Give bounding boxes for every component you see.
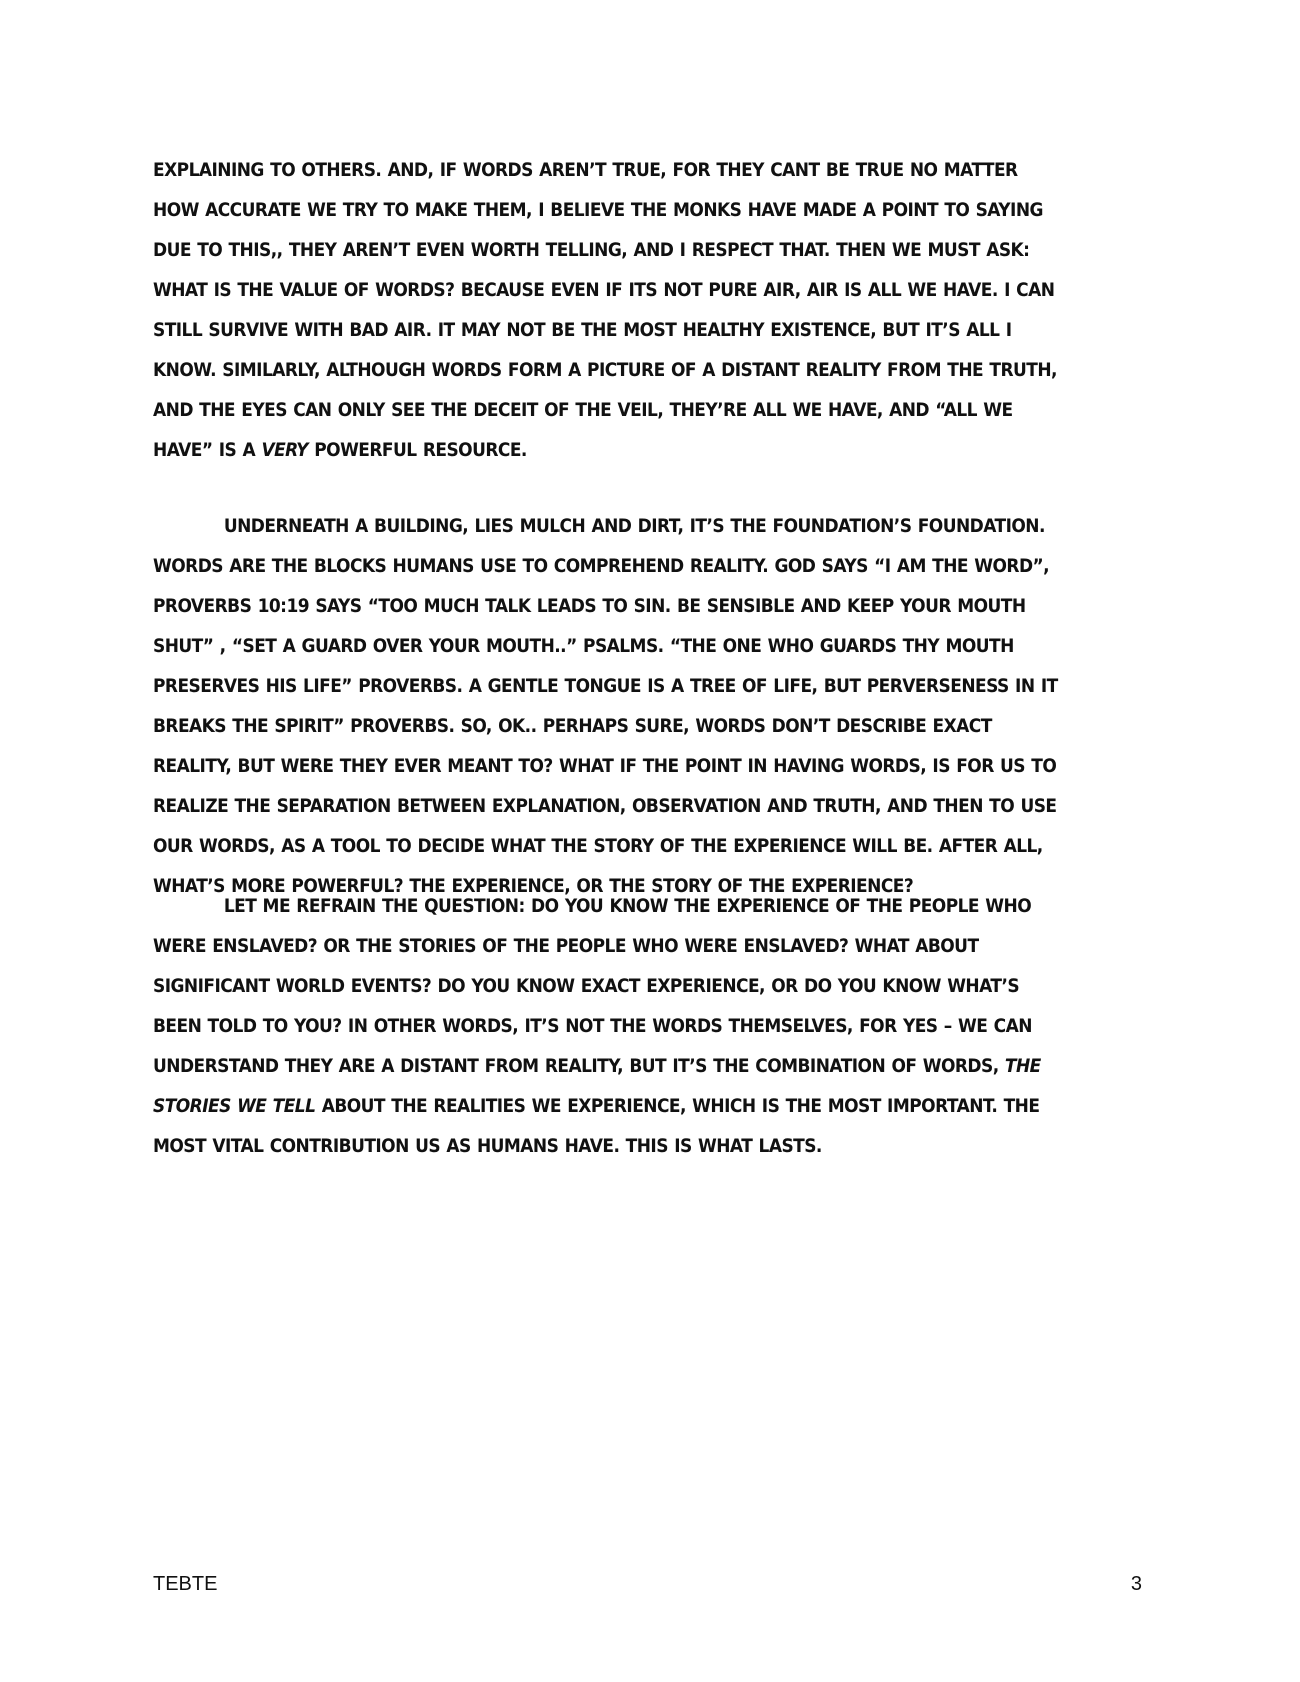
- paragraph-3-text-end: ABOUT THE REALITIES WE EXPERIENCE, WHICH IS THE MOST IMPORTANT. THE MOST VITAL CONTRIBUTION US AS HUMANS HAVE. THIS IS WHAT LASTS.: [153, 1096, 1040, 1157]
- paragraph-1-text: EXPLAINING TO OTHERS. AND, IF WORDS AREN’T TRUE, FOR THEY CANT BE TRUE NO MATTER HOW ACCURATE WE TRY TO MAKE THEM, I BELIEVE THE MONKS HAVE MADE A POINT TO SAYING DUE TO THIS,, THEY AREN’T EVEN WORTH TELLING, AND I RESPECT THAT. THEN WE MUST ASK: WHAT IS THE VALUE OF WORDS? BECAUSE EVEN IF ITS NOT PURE AIR, AIR IS ALL WE HAVE. I CAN STILL SURVIVE WITH BAD AIR. IT MAY NOT BE THE MOST HEALTHY EXISTENCE, BUT IT’S ALL I KNOW. SIMILARLY, ALTHOUGH WORDS FORM A PICTURE OF A DISTANT REALITY FROM THE TRUTH, AND THE EYES CAN ONLY SEE THE DECEIT OF THE VEIL, THEY’RE ALL WE HAVE, AND “ALL WE HAVE” IS A: [153, 160, 1057, 461]
- paragraph-3-text: LET ME REFRAIN THE QUESTION: DO YOU KNOW THE EXPERIENCE OF THE PEOPLE WHO WERE ENSLAVED? OR THE STORIES OF THE PEOPLE WHO WERE ENSLAVED? WHAT ABOUT SIGNIFICANT WORLD EVENTS? DO YOU KNOW EXACT EXPERIENCE, OR DO YOU KNOW WHAT’S BEEN TOLD TO YOU? IN OTHER WORDS, IT’S NOT THE WORDS THEMSELVES, FOR YES – WE CAN UNDERSTAND THEY ARE A DISTANT FROM REALITY, BUT IT’S THE COMBINATION OF WORDS,: [153, 896, 1032, 1077]
- paragraph-1: [153, 151, 1064, 471]
- paragraph-1-text-end: POWERFUL RESOURCE.: [307, 440, 527, 461]
- paragraph-3-emphasis: THE STORIES WE TELL: [153, 1056, 1041, 1117]
- paragraph-3: [153, 887, 1064, 1167]
- paragraph-2: UNDERNEATH A BUILDING, LIES MULCH AND DIRT, IT’S THE FOUNDATION’S FOUNDATION. WORDS ARE THE BLOCKS HUMANS USE TO COMPREHEND REALITY. GOD SAYS “I AM THE WORD”, PROVERBS 10:19 SAYS “TOO MUCH TALK LEADS TO SIN. BE SENSIBLE AND KEEP YOUR MOUTH SHUT” , “SET A GUARD OVER YOUR MOUTH..” PSALMS. “THE ONE WHO GUARDS THY MOUTH PRESERVES HIS LIFE” PROVERBS. A GENTLE TONGUE IS A TREE OF LIFE, BUT PERVERSENESS IN IT BREAKS THE SPIRIT” PROVERBS. SO, OK.. PERHAPS SURE, WORDS DON’T DESCRIBE EXACT REALITY, BUT WERE THEY EVER MEANT TO? WHAT IF THE POINT IN HAVING WORDS, IS FOR US TO REALIZE THE SEPARATION BETWEEN EXPLANATION, OBSERVATION AND TRUTH, AND THEN TO USE OUR WORDS, AS A TOOL TO DECIDE WHAT THE STORY OF THE EXPERIENCE WILL BE. AFTER ALL, WHAT’S MORE POWERFUL? THE EXPERIENCE, OR THE STORY OF THE EXPERIENCE?: [153, 516, 1058, 897]
- page-number: 3: [1130, 1573, 1142, 1595]
- footer-title: TEBTE: [153, 1573, 218, 1595]
- paragraph-1-emphasis: VERY: [261, 440, 308, 461]
